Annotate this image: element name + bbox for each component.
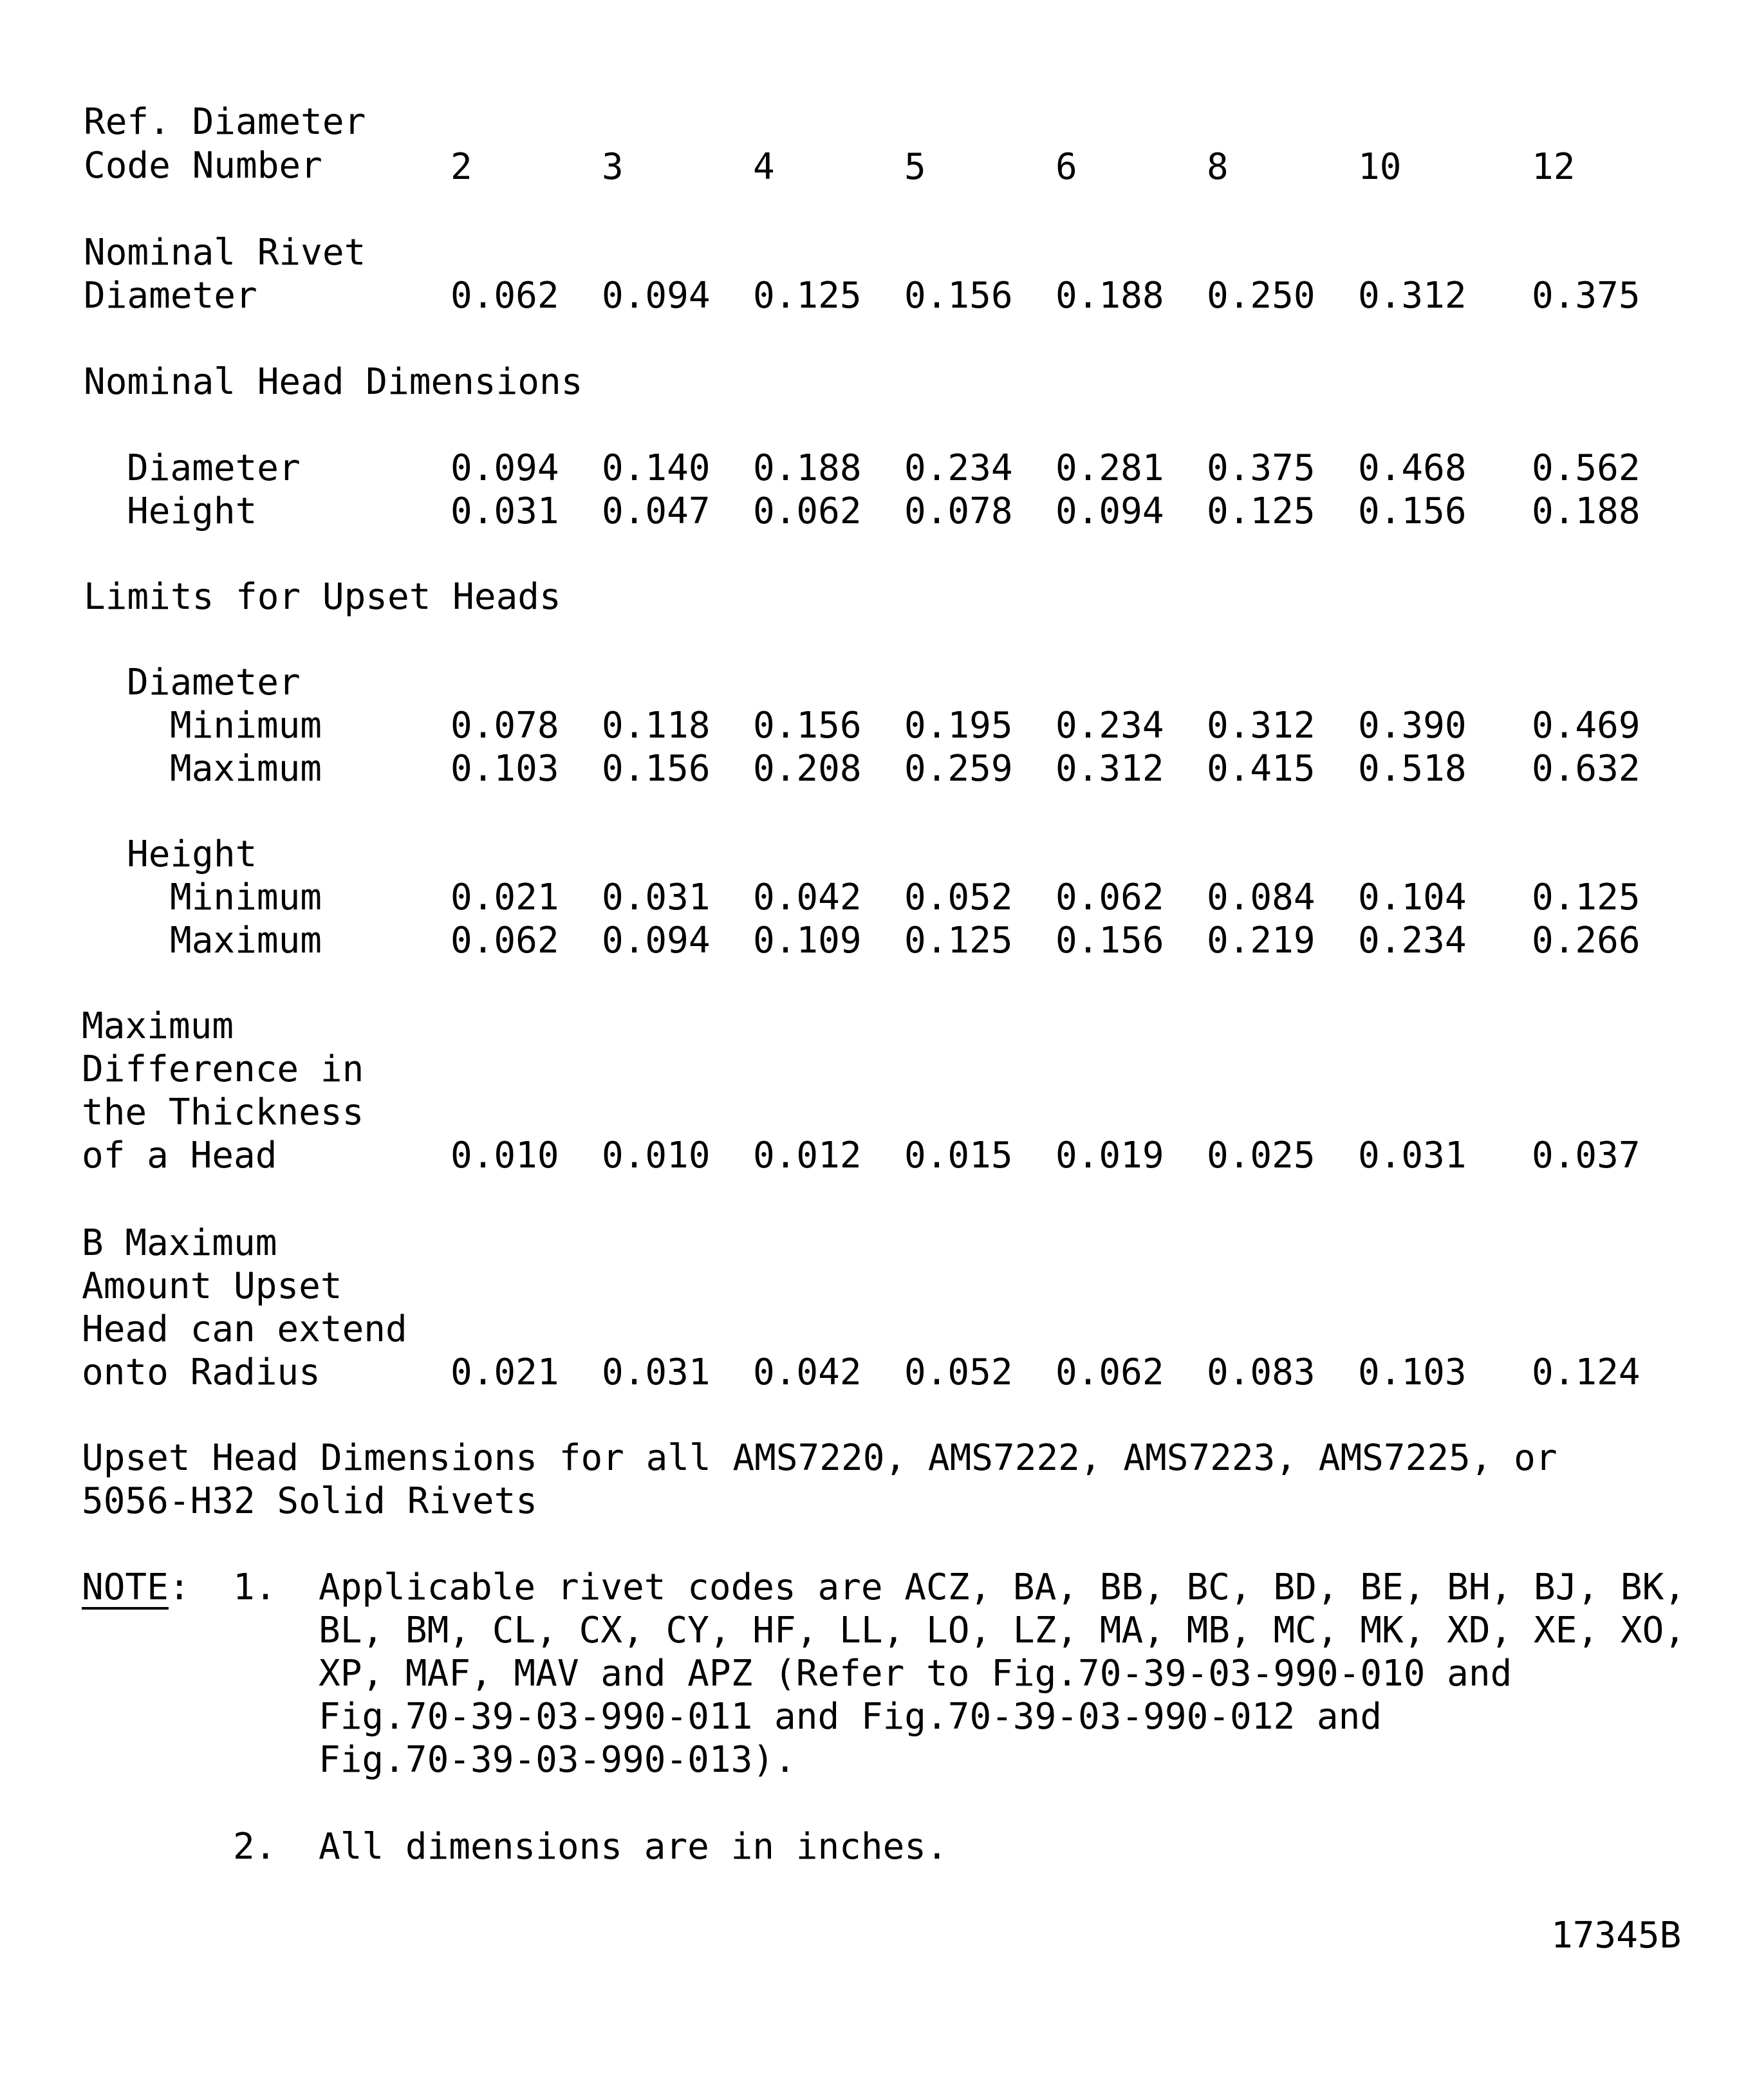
header-label-line1: Ref. Diameter <box>84 101 366 143</box>
table-cell: 0.124 <box>1532 1352 1641 1393</box>
table-cell: 0.250 <box>1207 275 1315 317</box>
table-cell: 0.062 <box>753 490 862 532</box>
table-cell: 0.281 <box>1055 447 1164 489</box>
note-label: NOTE <box>82 1566 169 1608</box>
table-cell: 0.062 <box>451 920 559 962</box>
note-1-line: XP, MAF, MAV and APZ (Refer to Fig.70-39-03-990-010 and <box>319 1653 1512 1695</box>
table-cell: 0.234 <box>1358 920 1467 962</box>
table-cell: 0.125 <box>1532 877 1641 918</box>
table-cell: 0.375 <box>1532 275 1641 317</box>
nominal-head-diameter-label: Diameter <box>127 447 301 489</box>
code-number: 2 <box>451 146 472 188</box>
table-cell: 0.094 <box>602 920 711 962</box>
nominal-rivet-label-line2: Diameter <box>84 275 257 317</box>
table-cell: 0.109 <box>753 920 862 962</box>
table-cell: 0.208 <box>753 748 862 790</box>
table-cell: 0.062 <box>1055 877 1164 918</box>
table-cell: 0.468 <box>1358 447 1467 489</box>
table-cell: 0.031 <box>1358 1135 1467 1176</box>
table-cell: 0.259 <box>904 748 1013 790</box>
code-number: 5 <box>904 146 926 188</box>
table-cell: 0.103 <box>451 748 559 790</box>
b-maximum-label-line2: Amount Upset <box>82 1265 342 1307</box>
table-cell: 0.156 <box>1055 920 1164 962</box>
upset-limits-section-label: Limits for Upset Heads <box>84 576 561 618</box>
table-cell: 0.010 <box>602 1135 711 1176</box>
table-cell: 0.042 <box>753 877 862 918</box>
code-number: 12 <box>1532 146 1576 188</box>
table-cell: 0.037 <box>1532 1135 1641 1176</box>
code-number: 6 <box>1055 146 1077 188</box>
nominal-rivet-label-line1: Nominal Rivet <box>84 232 366 274</box>
table-cell: 0.125 <box>1207 490 1315 532</box>
note-1-line: Fig.70-39-03-990-013). <box>319 1739 796 1781</box>
b-maximum-label-line4: onto Radius <box>82 1352 321 1393</box>
table-cell: 0.031 <box>602 877 711 918</box>
table-cell: 0.632 <box>1532 748 1641 790</box>
upset-height-min-label: Minimum <box>170 877 322 918</box>
nominal-head-section-label: Nominal Head Dimensions <box>84 361 583 403</box>
table-cell: 0.078 <box>904 490 1013 532</box>
table-cell: 0.047 <box>602 490 711 532</box>
upset-diameter-label: Diameter <box>127 662 301 703</box>
table-cell: 0.021 <box>451 877 559 918</box>
table-cell: 0.012 <box>753 1135 862 1176</box>
table-cell: 0.125 <box>904 920 1013 962</box>
table-cell: 0.188 <box>1055 275 1164 317</box>
table-cell: 0.188 <box>1532 490 1641 532</box>
table-cell: 0.078 <box>451 705 559 747</box>
table-cell: 0.118 <box>602 705 711 747</box>
table-cell: 0.031 <box>451 490 559 532</box>
header-label-line2: Code Number <box>84 145 322 187</box>
table-cell: 0.390 <box>1358 705 1467 747</box>
note-2-text: All dimensions are in inches. <box>319 1826 948 1868</box>
table-cell: 0.015 <box>904 1135 1013 1176</box>
table-cell: 0.062 <box>1055 1352 1164 1393</box>
table-cell: 0.188 <box>753 447 862 489</box>
table-cell: 0.021 <box>451 1352 559 1393</box>
max-difference-label-line2: Difference in <box>82 1048 364 1090</box>
b-maximum-label-line3: Head can extend <box>82 1308 407 1350</box>
max-difference-label-line1: Maximum <box>82 1005 234 1047</box>
table-cell: 0.266 <box>1532 920 1641 962</box>
table-cell: 0.195 <box>904 705 1013 747</box>
max-difference-label-line3: the Thickness <box>82 1092 364 1133</box>
code-number: 10 <box>1358 146 1402 188</box>
note-2-number: 2. <box>233 1826 277 1868</box>
table-cell: 0.094 <box>602 275 711 317</box>
table-cell: 0.052 <box>904 877 1013 918</box>
table-cell: 0.084 <box>1207 877 1315 918</box>
caption-line2: 5056-H32 Solid Rivets <box>82 1480 538 1522</box>
table-cell: 0.234 <box>1055 705 1164 747</box>
table-cell: 0.042 <box>753 1352 862 1393</box>
table-cell: 0.469 <box>1532 705 1641 747</box>
table-cell: 0.312 <box>1358 275 1467 317</box>
figure-number: 17345B <box>1551 1915 1682 1956</box>
table-cell: 0.156 <box>1358 490 1467 532</box>
table-cell: 0.156 <box>602 748 711 790</box>
table-cell: 0.094 <box>1055 490 1164 532</box>
upset-height-max-label: Maximum <box>170 920 322 962</box>
nominal-head-height-label: Height <box>127 490 257 532</box>
note-1-line: Applicable rivet codes are ACZ, BA, BB, BC, BD, BE, BH, BJ, BK, <box>319 1566 1686 1608</box>
table-cell: 0.083 <box>1207 1352 1315 1393</box>
table-cell: 0.415 <box>1207 748 1315 790</box>
table-cell: 0.234 <box>904 447 1013 489</box>
note-1-number: 1. <box>233 1566 277 1608</box>
table-cell: 0.562 <box>1532 447 1641 489</box>
note-colon: : <box>168 1566 191 1608</box>
upset-height-label: Height <box>127 833 257 875</box>
caption-line1: Upset Head Dimensions for all AMS7220, AMS7222, AMS7223, AMS7225, or <box>82 1437 1557 1479</box>
table-cell: 0.103 <box>1358 1352 1467 1393</box>
upset-diameter-min-label: Minimum <box>170 705 322 747</box>
table-cell: 0.104 <box>1358 877 1467 918</box>
table-cell: 0.010 <box>451 1135 559 1176</box>
code-number: 4 <box>753 146 775 188</box>
table-cell: 0.140 <box>602 447 711 489</box>
note-1-line: Fig.70-39-03-990-011 and Fig.70-39-03-990-012 and <box>319 1696 1382 1738</box>
table-cell: 0.094 <box>451 447 559 489</box>
upset-diameter-max-label: Maximum <box>170 748 322 790</box>
table-cell: 0.312 <box>1055 748 1164 790</box>
table-cell: 0.219 <box>1207 920 1315 962</box>
table-cell: 0.375 <box>1207 447 1315 489</box>
table-cell: 0.518 <box>1358 748 1467 790</box>
table-cell: 0.019 <box>1055 1135 1164 1176</box>
table-cell: 0.062 <box>451 275 559 317</box>
note-label-group <box>82 1566 191 1608</box>
table-cell: 0.156 <box>753 705 862 747</box>
note-1-line: BL, BM, CL, CX, CY, HF, LL, LO, LZ, MA, MB, MC, MK, XD, XE, XO, <box>319 1610 1686 1651</box>
table-cell: 0.125 <box>753 275 862 317</box>
table-cell: 0.052 <box>904 1352 1013 1393</box>
table-cell: 0.312 <box>1207 705 1315 747</box>
table-cell: 0.025 <box>1207 1135 1315 1176</box>
code-number: 8 <box>1207 146 1229 188</box>
code-number: 3 <box>602 146 624 188</box>
table-cell: 0.156 <box>904 275 1013 317</box>
max-difference-label-line4: of a Head <box>82 1135 277 1176</box>
b-maximum-label-line1: B Maximum <box>82 1222 277 1264</box>
table-cell: 0.031 <box>602 1352 711 1393</box>
